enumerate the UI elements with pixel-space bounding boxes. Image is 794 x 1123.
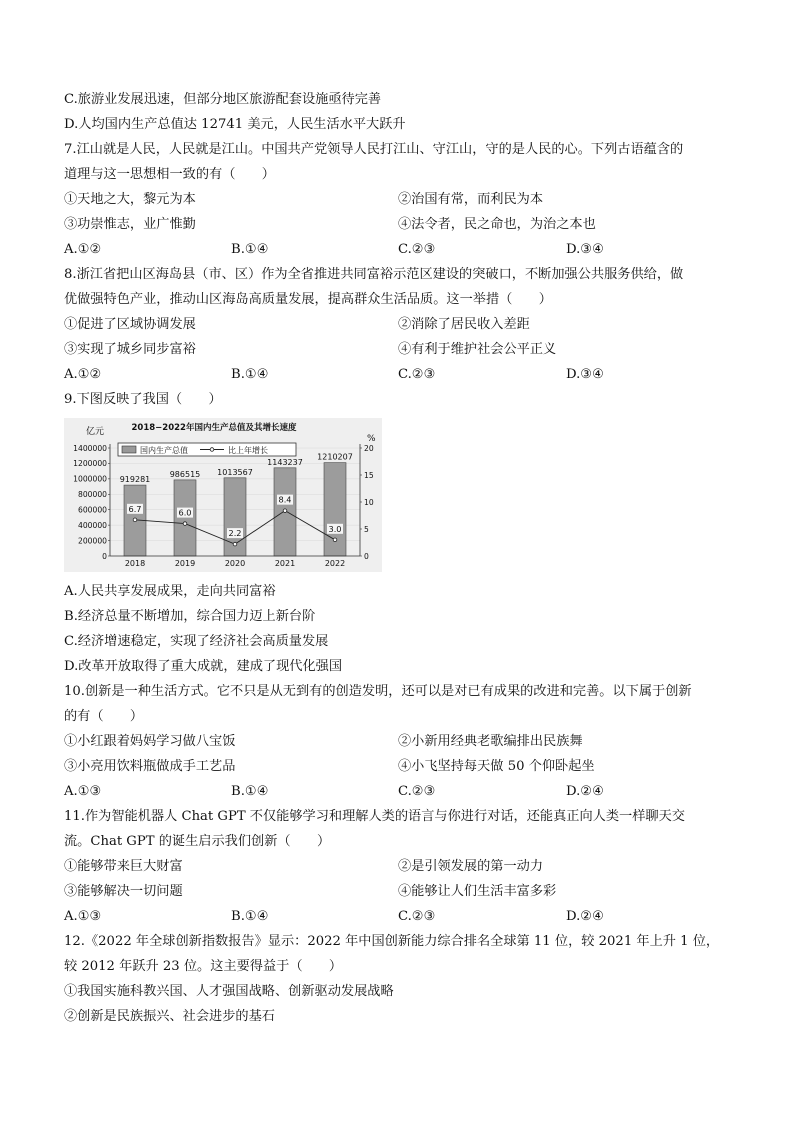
q7-choice-b: B.①④ — [231, 242, 269, 257]
growth-point-label: 6.0 — [178, 507, 192, 518]
q10-choice-d: D.②④ — [566, 784, 604, 799]
q8-choice-a: A.①② — [64, 367, 102, 382]
left-tick-label: 800000 — [78, 490, 107, 500]
q11-item-1: ①能够带来巨大财富 — [64, 859, 183, 874]
q10-stem-line1: 10.创新是一种生活方式。它不只是从无到有的创造发明，还可以是对已有成果的改进和完善。以下属于创新 — [64, 684, 692, 699]
q9-option-a: A.人民共享发展成果，走向共同富裕 — [64, 584, 276, 599]
q7-item-3: ③功崇惟志，业广惟勤 — [64, 217, 196, 232]
q9-stem: 9.下图反映了我国（ ） — [64, 392, 222, 407]
q8-choice-d: D.③④ — [566, 367, 604, 382]
q10-item-4: ④小飞坚持每天做 50 个仰卧起坐 — [398, 759, 595, 774]
growth-point-label: 6.7 — [128, 503, 142, 514]
gdp-bar-label: 919281 — [119, 475, 151, 485]
gdp-bar — [174, 480, 196, 556]
q7-item-4: ④法令者，民之命也，为治之本也 — [398, 217, 596, 232]
q8-item-3: ③实现了城乡同步富裕 — [64, 342, 196, 357]
gdp-bar-label: 1210207 — [317, 452, 353, 462]
growth-point-label: 2.2 — [228, 528, 242, 539]
growth-point — [233, 542, 237, 546]
growth-point — [333, 538, 337, 542]
gdp-chart — [64, 418, 382, 572]
q11-choice-d: D.②④ — [566, 909, 604, 924]
q11-choice-b: B.①④ — [231, 909, 269, 924]
legend-swatch-bar — [122, 446, 136, 453]
q12-stem-line1: 12.《2022 年全球创新指数报告》显示：2022 年中国创新能力综合排名全球第 11 位，较 2021 年上升 1 位， — [64, 934, 720, 949]
x-tick-label: 2018 — [124, 559, 146, 568]
left-tick-label: 1000000 — [73, 474, 107, 484]
q8-stem-line1: 8.浙江省把山区海岛县（市、区）作为全省推进共同富裕示范区建设的突破口，不断加强公共服务供给，做 — [64, 267, 684, 282]
q10-item-2: ②小新用经典老歌编排出民族舞 — [398, 734, 583, 749]
chart-legend — [118, 443, 296, 456]
right-tick-label: 0 — [364, 551, 369, 561]
q7-item-1: ①天地之大，黎元为本 — [64, 192, 196, 207]
growth-point-label: 8.4 — [278, 494, 292, 505]
q7-choice-c: C.②③ — [398, 242, 436, 257]
q7-stem-line2: 道理与这一思想相一致的有（ ） — [64, 167, 275, 182]
q8-item-1: ①促进了区域协调发展 — [64, 317, 196, 332]
q10-choice-a: A.①③ — [64, 784, 102, 799]
q7-choice-a: A.①② — [64, 242, 102, 257]
q8-item-2: ②消除了居民收入差距 — [398, 317, 530, 332]
q11-item-3: ③能够解决一切问题 — [64, 884, 183, 899]
legend-label-growth: 比上年增长 — [228, 446, 268, 455]
right-tick-label: 5 — [364, 524, 369, 534]
q6-option-d: D.人均国内生产总值达 12741 美元，人民生活水平大跃升 — [64, 117, 406, 132]
q10-choice-c: C.②③ — [398, 784, 436, 799]
chart-title: 2018−2022年国内生产总值及其增长速度 — [131, 423, 297, 433]
gdp-bar-label: 986515 — [169, 469, 201, 479]
right-axis-unit: % — [367, 434, 376, 444]
right-tick-label: 10 — [364, 497, 374, 507]
q9-option-b: B.经济总量不断增加，综合国力迈上新台阶 — [64, 609, 316, 624]
q7-item-2: ②治国有常，而利民为本 — [398, 192, 544, 207]
q8-item-4: ④有利于维护社会公平正义 — [398, 342, 557, 357]
left-tick-label: 1400000 — [73, 443, 107, 453]
q11-item-2: ②是引领发展的第一动力 — [398, 859, 544, 874]
x-tick-label: 2021 — [274, 559, 296, 568]
legend-marker — [210, 448, 214, 452]
q11-stem-line2: 流。Chat GPT 的诞生启示我们创新（ ） — [64, 834, 331, 849]
left-axis-unit: 亿元 — [86, 427, 105, 437]
q10-item-3: ③小亮用饮料瓶做成手工艺品 — [64, 759, 236, 774]
right-tick-label: 20 — [364, 443, 374, 453]
right-tick-label: 15 — [364, 470, 374, 480]
x-tick-label: 2022 — [324, 559, 346, 568]
q12-item-2: ②创新是民族振兴、社会进步的基石 — [64, 1009, 275, 1024]
left-tick-label: 1200000 — [73, 459, 107, 469]
q8-stem-line2: 优做强特色产业，推动山区海岛高质量发展，提高群众生活品质。这一举措（ ） — [64, 292, 552, 307]
q10-item-1: ①小红跟着妈妈学习做八宝饭 — [64, 734, 236, 749]
q12-stem-line2: 较 2012 年跃升 23 位。这主要得益于（ ） — [64, 959, 343, 974]
growth-point-label: 3.0 — [328, 523, 342, 534]
growth-point — [183, 522, 187, 526]
x-tick-label: 2019 — [174, 559, 196, 568]
left-tick-label: 0 — [102, 551, 107, 561]
q12-item-1: ①我国实施科教兴国、人才强国战略、创新驱动发展战略 — [64, 984, 394, 999]
gdp-bar-label: 1143237 — [267, 457, 303, 467]
q11-item-4: ④能够让人们生活丰富多彩 — [398, 884, 557, 899]
left-tick-label: 400000 — [78, 520, 107, 530]
q11-choice-c: C.②③ — [398, 909, 436, 924]
q11-stem-line1: 11.作为智能机器人 Chat GPT 不仅能够学习和理解人类的语言与你进行对话，还能真正向人类一样聊天交 — [64, 809, 685, 824]
legend-label-gdp: 国内生产总值 — [140, 446, 188, 455]
q9-option-d: D.改革开放取得了重大成就，建成了现代化强国 — [64, 659, 343, 674]
q8-choice-b: B.①④ — [231, 367, 269, 382]
q6-option-c: C.旅游业发展迅速，但部分地区旅游配套设施亟待完善 — [64, 92, 382, 107]
left-tick-label: 200000 — [78, 536, 107, 546]
q10-choice-b: B.①④ — [231, 784, 269, 799]
q7-stem-line1: 7.江山就是人民，人民就是江山。中国共产党领导人民打江山、守江山，守的是人民的心。下列古语蕴含的 — [64, 142, 684, 157]
x-tick-label: 2020 — [224, 559, 246, 568]
gdp-bar-label: 1013567 — [217, 467, 253, 477]
q8-choice-c: C.②③ — [398, 367, 436, 382]
growth-point — [283, 509, 287, 513]
q9-option-c: C.经济增速稳定，实现了经济社会高质量发展 — [64, 634, 329, 649]
left-tick-label: 600000 — [78, 505, 107, 515]
q7-choice-d: D.③④ — [566, 242, 604, 257]
q11-choice-a: A.①③ — [64, 909, 102, 924]
growth-point — [133, 518, 137, 522]
q10-stem-line2: 的有（ ） — [64, 709, 144, 724]
